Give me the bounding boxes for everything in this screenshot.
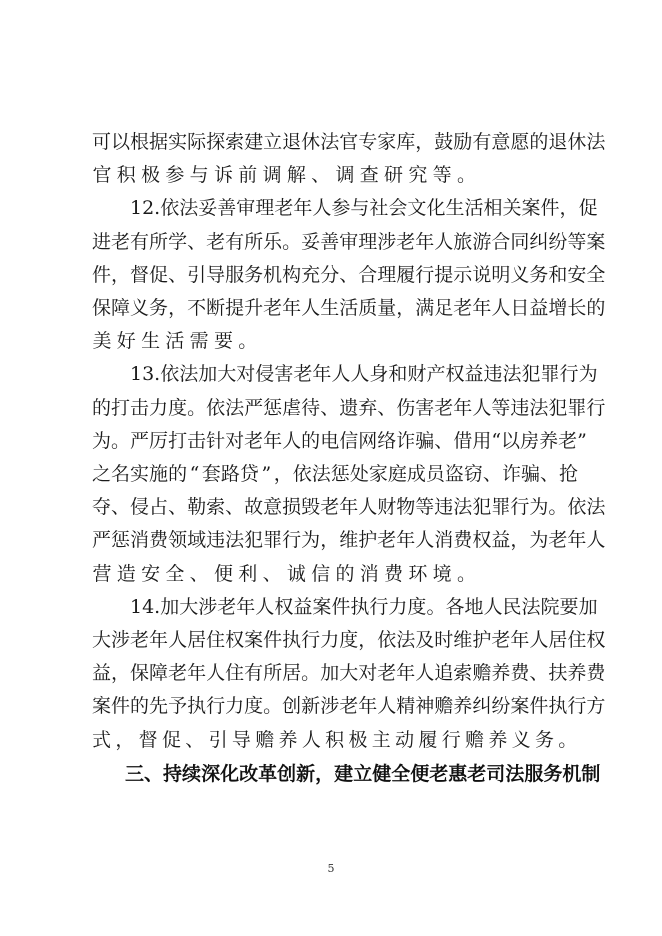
text-line: 严 惩 消 费 领 域 违 法 犯 罪 行 为 ， 维 护 老 年 人 消 费 权 益 ， 为 老 年 人 bbox=[92, 529, 606, 552]
text-line: 件 ， 督 促 、 引 导 服 务 机 构 充 分 、 合 理 履 行 提 示 说 明 义 务 和 安 全 bbox=[92, 263, 606, 286]
text-line: 12. 依 法 妥 善 审 理 老 年 人 参 与 社 会 文 化 生 活 相 关 案 件 ， 促 bbox=[130, 197, 598, 220]
text-line: 案 件 的 先 予 执 行 力 度 。 创 新 涉 老 年 人 精 神 赡 养 纠 纷 案 件 执 行 方 bbox=[92, 695, 606, 718]
section-heading: 三 、 持 续 深 化 改 革 创 新 ， 建 立 健 全 便 老 惠 老 司 法 服 务 机 制 bbox=[125, 762, 601, 785]
text-line: 进 老 有 所 学 、 老 有 所 乐 。 妥 善 审 理 涉 老 年 人 旅 游 合 同 纠 纷 等 案 bbox=[92, 230, 606, 253]
text-line: 美 好 生 活 需 要 。 bbox=[92, 330, 258, 353]
text-line: 夺 、 侵 占 、 勒 索 、 故 意 损 毁 老 年 人 财 物 等 违 法 犯 罪 行 为 。 依 法 bbox=[92, 496, 606, 519]
text-line: 13. 依 法 加 大 对 侵 害 老 年 人 人 身 和 财 产 权 益 违 法 犯 罪 行 为 bbox=[130, 363, 598, 386]
text-line: 为 。 严 厉 打 击 针 对 老 年 人 的 电 信 网 络 诈 骗 、 借 用 “ 以 房 养 老 ” bbox=[92, 429, 587, 452]
page-number: 5 bbox=[327, 862, 335, 875]
text-line: 益 ， 保 障 老 年 人 住 有 所 居 。 加 大 对 老 年 人 追 索 赡 养 费 、 扶 养 费 bbox=[92, 662, 606, 685]
text-line: 营 造 安 全 、 便 利 、 诚 信 的 消 费 环 境 。 bbox=[92, 562, 476, 585]
text-line: 大 涉 老 年 人 居 住 权 案 件 执 行 力 度 ， 依 法 及 时 维 护 老 年 人 居 住 权 bbox=[92, 629, 606, 651]
text-line: 式 ， 督 促 、 引 导 赡 养 人 积 极 主 动 履 行 赡 养 义 务 。 bbox=[92, 728, 578, 751]
text-line: 官 积 极 参 与 诉 前 调 解 、 调 查 研 究 等 。 bbox=[92, 164, 476, 187]
text-line: 的 打 击 力 度 。 依 法 严 惩 虐 待 、 遗 弃 、 伤 害 老 年 人 等 违 法 犯 罪 行 bbox=[92, 396, 606, 419]
text-line: 保 障 义 务 ， 不 断 提 升 老 年 人 生 活 质 量 ， 满 足 老 年 人 日 益 增 长 的 bbox=[92, 297, 606, 319]
text-line: 可 以 根 据 实 际 探 索 建 立 退 休 法 官 专 家 库 ， 鼓 励 有 意 愿 的 退 休 法 bbox=[92, 131, 606, 153]
text-line: 之 名 实 施 的 “ 套 路 贷 ” ， 依 法 惩 处 家 庭 成 员 盗 窃 、 诈 骗 、 抢 bbox=[92, 463, 578, 485]
text-line: 14. 加 大 涉 老 年 人 权 益 案 件 执 行 力 度 。 各 地 人 民 法 院 要 加 bbox=[130, 595, 598, 618]
